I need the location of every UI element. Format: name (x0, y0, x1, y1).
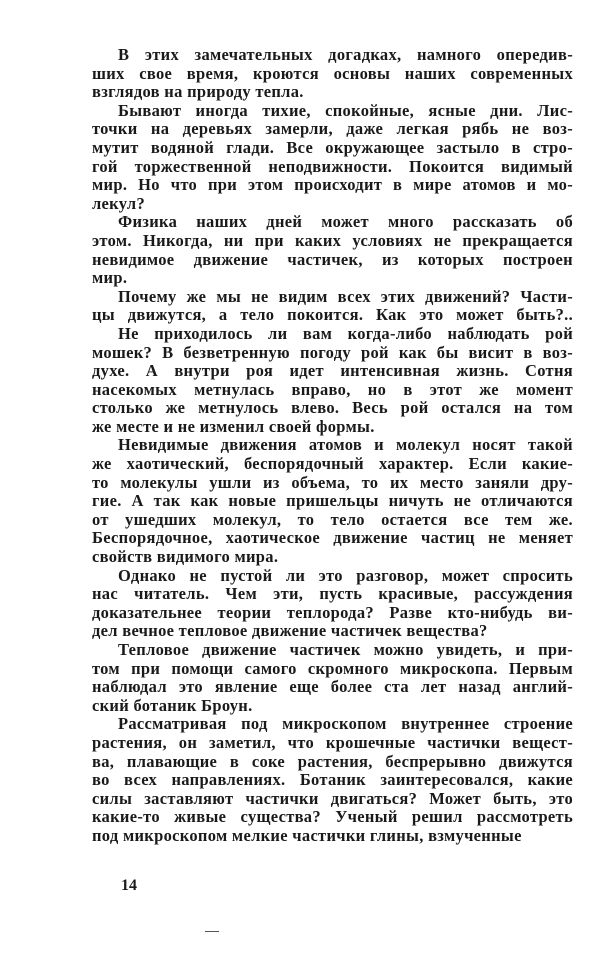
text-line: В этих замечательных догадках, намного опередив- (118, 45, 573, 64)
paragraph (92, 436, 573, 566)
text-line: дел вечное тепловое движение частичек вещества? (92, 621, 488, 641)
text-line: ва, плавающие в соке растения, беспрерывно движутся (92, 751, 573, 771)
text-line: то молекулы ушли из объема, то их место заняли дру- (92, 472, 573, 492)
text-line: взглядов на природу тепла. (92, 82, 304, 102)
text-line: Бывают иногда тихие, спокойные, ясные дни. Лис- (118, 100, 573, 120)
text-line: ский ботаник Броун. (92, 695, 253, 715)
text-line: Почему же мы не видим всех этих движений? Части- (118, 286, 573, 306)
text-line: мир. (92, 268, 128, 288)
text-line: же месте и не изменил своей формы. (92, 416, 375, 436)
paragraph (92, 641, 573, 715)
text-line: Беспорядочное, хаотическое движение частиц не меняет (92, 528, 573, 548)
paragraph (92, 46, 573, 102)
paragraph (92, 102, 573, 214)
text-line: доказательнее теории теплорода? Разве кто-нибудь ви- (92, 602, 573, 622)
text-line: Не приходилось ли вам когда-либо наблюдать рой (118, 323, 573, 343)
text-line: нас читатель. Чем эти, пусть красивые, рассуждения (92, 584, 573, 604)
page-number: 14 (121, 877, 137, 894)
text-line: от ушедших молекул, то тело остается все тем же. (92, 509, 573, 529)
text-line: невидимое движение частичек, из которых построен (92, 249, 573, 269)
text-line: точки на деревьях замерли, даже легкая рябь не воз- (92, 119, 573, 139)
text-line: этом. Никогда, ни при каких условиях не прекращается (92, 230, 573, 250)
text-line: ших свое время, кроются основы наших современных (92, 63, 573, 83)
text-line: лекул? (92, 193, 145, 213)
text-line: Физика наших дней может много рассказать об (118, 212, 573, 232)
text-line: же хаотический, беспорядочный характер. Если какие- (92, 454, 573, 474)
paragraph (92, 567, 573, 641)
text-line: гой торжественной неподвижности. Покоится видимый (92, 156, 573, 176)
paragraph (92, 288, 573, 325)
text-line: силы заставляют частички двигаться? Может быть, это (92, 788, 573, 808)
text-line: мир. Но что при этом происходит в мире атомов и мо- (92, 175, 573, 195)
text-line: насекомых метнулась вправо, но в этот же момент (92, 379, 573, 399)
text-line: свойств видимого мира. (92, 547, 279, 567)
paragraph (92, 325, 573, 437)
text-line: Тепловое движение частичек можно увидеть, и при- (118, 640, 573, 659)
text-line: мошек? В безветренную погоду рой как бы висит в воз- (92, 342, 573, 362)
text-line: столько же метнулось влево. Весь рой остался на том (92, 398, 573, 418)
text-line: гие. А так как новые пришельцы ничуть не отличаются (92, 491, 573, 511)
scan-artifact (205, 931, 219, 932)
text-line: под микроскопом мелкие частички глины, взмученные (92, 825, 522, 845)
paragraph (92, 213, 573, 287)
text-line: том при помощи самого скромного микроскопа. Первым (92, 658, 573, 678)
text-line: Рассматривая под микроскопом внутреннее строение (118, 714, 573, 734)
text-line: Однако не пустой ли это разговор, может спросить (118, 565, 573, 585)
text-line: наблюдал это явление еще более ста лет назад англий- (92, 677, 573, 697)
text-line: цы движутся, а тело покоится. Как это может быть?.. (92, 305, 573, 325)
text-line: мутит водяной глади. Все окружающее застыло в стро- (92, 137, 573, 157)
text-line: Невидимые движения атомов и молекул носят такой (118, 435, 573, 455)
text-line: растения, он заметил, что крошечные частички вещест- (92, 732, 573, 752)
page-text (92, 46, 573, 846)
text-line: духе. А внутри роя идет интенсивная жизнь. Сотня (92, 361, 573, 381)
text-line: какие-то живые существа? Ученый решил рассмотреть (92, 807, 573, 827)
text-line: во всех направлениях. Ботаник заинтересовался, какие (92, 770, 573, 790)
paragraph (92, 715, 573, 845)
